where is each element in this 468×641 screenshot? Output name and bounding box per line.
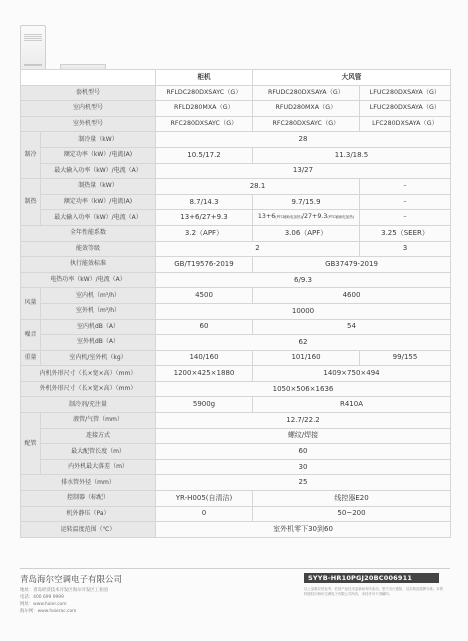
table-row: [21, 319, 451, 335]
footer-divider: [20, 568, 450, 569]
table-row: [21, 350, 451, 366]
table-row: [21, 241, 451, 257]
cell-value: 50~200: [253, 506, 451, 522]
ptc-note: (PTC辅助电加热): [327, 215, 355, 220]
cell-value: RFUD280MXA（G）: [253, 101, 360, 117]
header-duct: 大风管: [253, 70, 451, 86]
table-row: [21, 475, 451, 491]
table-row: [21, 366, 451, 382]
group-label-piping: 配管: [21, 413, 41, 475]
row-label: 制冷量（kW）: [41, 132, 156, 148]
cell-value: YR-H005(自清洁): [156, 491, 253, 507]
row-label: 控制器（标配）: [21, 491, 156, 507]
row-label: 液管/气管（mm）: [41, 413, 156, 429]
cell-value: 28: [156, 132, 451, 148]
table-row: [21, 194, 451, 210]
cell-value: 12.7/22.2: [156, 413, 451, 429]
spec-table: [20, 69, 451, 538]
cell-value: 62: [156, 335, 451, 351]
company-name: 青岛海尔空调电子有限公司: [20, 575, 123, 585]
company-phone: 电话：400 699 9999: [20, 595, 64, 600]
cell-value: –: [360, 194, 451, 210]
row-label: 最大输入功率（kW）/电流（A）: [41, 210, 156, 226]
row-label: 排水管外径（mm）: [21, 475, 156, 491]
cell-value: 60: [156, 319, 253, 335]
row-label: 电热功率（kW）/电流（A）: [21, 272, 156, 288]
cell-value: 10.5/17.2: [156, 147, 253, 163]
table-row: [21, 85, 451, 101]
cell-value: 3.2（APF）: [156, 225, 253, 241]
cell-value: 8.7/14.3: [156, 194, 253, 210]
row-label: 室外机型号: [21, 116, 156, 132]
row-label: 额定功率（kW）/电流(A): [41, 194, 156, 210]
table-row: [21, 132, 451, 148]
cell-value: GB/T19576-2019: [156, 257, 253, 273]
header-corner: [21, 70, 156, 86]
cell-value: 1050×506×1636: [156, 381, 451, 397]
table-row: [21, 381, 451, 397]
table-header-row: [21, 70, 451, 86]
table-row: [21, 288, 451, 304]
cell-value: –: [360, 179, 451, 195]
cell-value: R410A: [253, 397, 451, 413]
group-label-cooling: 制冷: [21, 132, 41, 179]
table-row: [21, 506, 451, 522]
cell-value: 11.3/18.5: [253, 147, 451, 163]
table-row: [21, 147, 451, 163]
cell-value: 13+6/27+9.3: [156, 210, 253, 226]
cell-value: 0: [156, 506, 253, 522]
row-label: 室内机/室外机（kg）: [41, 350, 156, 366]
cell-value: 28.1: [156, 179, 360, 195]
row-label: 运转温度范围（℃）: [21, 522, 156, 538]
cell-value: 13/27: [156, 163, 451, 179]
cell-value: 4600: [253, 288, 451, 304]
cell-value: 3.06（APF）: [253, 225, 360, 241]
row-label: 外机外形尺寸（长×宽×高）（mm）: [21, 381, 156, 397]
row-label: 额定功率（kW）/电流(A): [41, 147, 156, 163]
cell-value: 室外机零下30到60: [156, 522, 451, 538]
table-row: [21, 428, 451, 444]
cell-value: 54: [253, 319, 451, 335]
cell-value: 1409×750×494: [253, 366, 451, 382]
table-row: [21, 491, 451, 507]
cell-value: 6/9.3: [156, 272, 451, 288]
table-row: [21, 179, 451, 195]
row-label: 最大配管长度（m）: [41, 444, 156, 460]
header-cabinet: 柜机: [156, 70, 253, 86]
cell-value: 99/155: [360, 350, 451, 366]
cell-value: 4500: [156, 288, 253, 304]
cell-value: 螺纹/焊接: [156, 428, 451, 444]
table-row: [21, 303, 451, 319]
cell-value: 60: [156, 444, 451, 460]
cell-value: RFUDC280DXSAYA（G）: [253, 85, 360, 101]
table-row: [21, 459, 451, 475]
row-label: 内外机最大落差（m）: [41, 459, 156, 475]
cell-value: 3: [360, 241, 451, 257]
cell-value: 10000: [156, 303, 451, 319]
table-row: [21, 116, 451, 132]
row-label: 制热量（kW）: [41, 179, 156, 195]
cell-value: [253, 210, 360, 226]
row-label: 制冷剂/充注量: [21, 397, 156, 413]
cell-value: LFUC280DXSAYA（G）: [360, 101, 451, 117]
company-website-alt: 海尔网：www.haierac.com: [20, 609, 77, 614]
cell-value: 25: [156, 475, 451, 491]
cabinet-stripe: [24, 64, 42, 66]
row-label: 最大输入功率（kW）/电流（A）: [41, 163, 156, 179]
row-label: 套机型号: [21, 85, 156, 101]
cell-value: RFC280DXSAYC（G）: [253, 116, 360, 132]
cell-value: GB37479-2019: [253, 257, 451, 273]
group-label-airflow: 风量: [21, 288, 41, 319]
table-row: [21, 522, 451, 538]
disclaimer-text: 以上参数仅供参考，若因产品技术更新而有所变动，恕不另行通知，以实物及铭牌为准。本资料版权归海尔空调电子有限公司所有，未经许可不得翻印。: [304, 587, 444, 597]
table-row: [21, 101, 451, 117]
cell-value: –: [360, 210, 451, 226]
cell-value: RFLDC280DXSAYC（G）: [156, 85, 253, 101]
table-row: [21, 335, 451, 351]
cell-value: 3.25（SEER）: [360, 225, 451, 241]
row-label: 室内机dB（A）: [41, 319, 156, 335]
cell-value: 9.7/15.9: [253, 194, 360, 210]
row-label: 连接方式: [41, 428, 156, 444]
row-label: 内机外形尺寸（长×宽×高）（mm）: [21, 366, 156, 382]
document-code: SYYB-HR10PGJ20BC006911: [304, 573, 439, 583]
table-row: [21, 413, 451, 429]
row-label: 室外机（m³/h）: [41, 303, 156, 319]
value-part: /27+9.3: [301, 213, 328, 221]
table-row: [21, 163, 451, 179]
cell-value: 5900g: [156, 397, 253, 413]
table-row: [21, 257, 451, 273]
cell-value: LFC280DXSAYA（G）: [360, 116, 451, 132]
cell-value: 140/160: [156, 350, 253, 366]
company-website: 网址：www.haier.com: [20, 602, 67, 607]
row-label: 室内机（m³/h）: [41, 288, 156, 304]
table-row: [21, 225, 451, 241]
value-part: 13+6: [257, 213, 276, 221]
cell-value: 30: [156, 459, 451, 475]
row-label: 室内机型号: [21, 101, 156, 117]
row-label: 执行能效标准: [21, 257, 156, 273]
table-row: [21, 210, 451, 226]
cell-value: 2: [156, 241, 360, 257]
group-label-noise: 噪音: [21, 319, 41, 350]
cabinet-grille: [24, 34, 42, 42]
table-row: [21, 444, 451, 460]
cell-value: 1200×425×1880: [156, 366, 253, 382]
cell-value: 线控器E20: [253, 491, 451, 507]
table-row: [21, 272, 451, 288]
cell-value: LFUC280DXSAYA（G）: [360, 85, 451, 101]
ptc-note: (PTC辅助电加热): [275, 215, 302, 220]
group-label-heating: 制热: [21, 179, 41, 226]
group-label-weight: 重量: [21, 350, 41, 366]
row-label: 机外静压（Pa）: [21, 506, 156, 522]
cell-value: RFC280DXSAYC（G）: [156, 116, 253, 132]
row-label: 能效等级: [21, 241, 156, 257]
company-address: 地址：青岛经济技术开发区海尔开发区工业园: [20, 588, 108, 593]
cell-value: 101/160: [253, 350, 360, 366]
table-row: [21, 397, 451, 413]
row-label: 全年性能系数: [21, 225, 156, 241]
row-label: 室外机dB（A）: [41, 335, 156, 351]
cell-value: RFLD280MXA（G）: [156, 101, 253, 117]
